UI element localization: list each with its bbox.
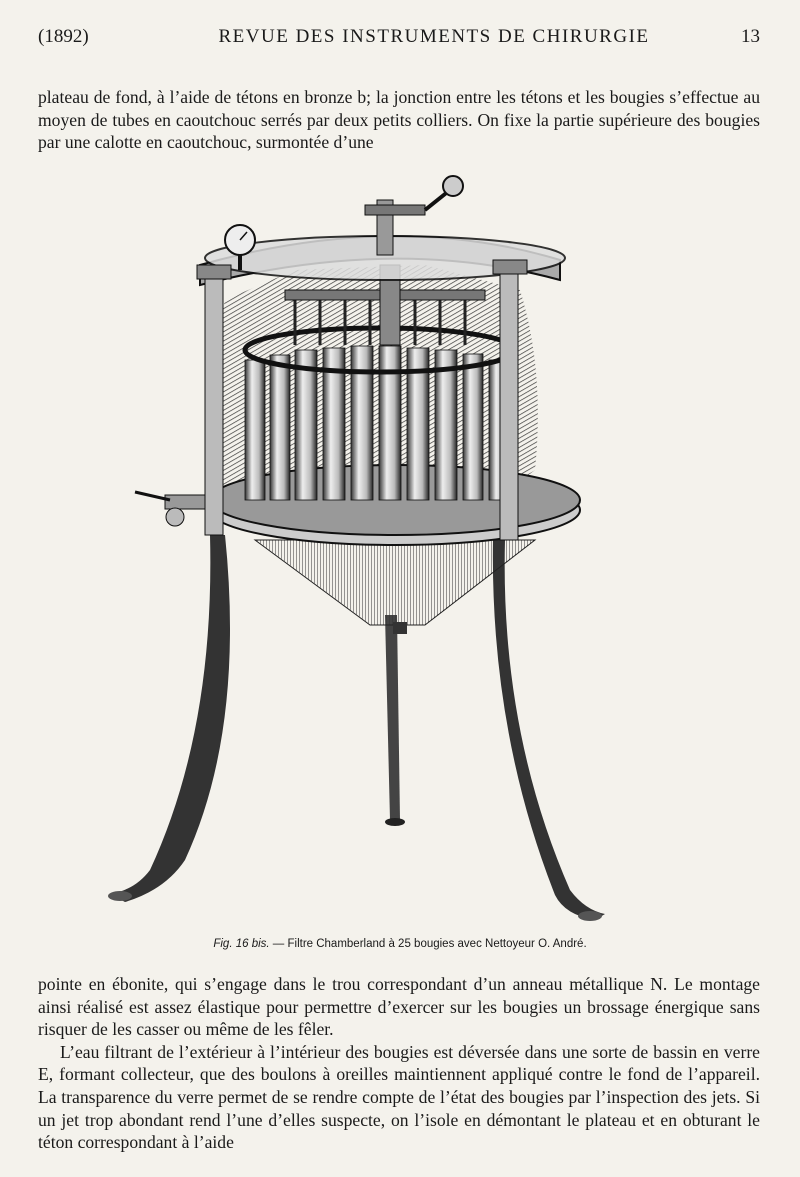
header-year: (1892) xyxy=(38,26,89,47)
page-number: 13 xyxy=(741,26,760,47)
top-paragraph: plateau de fond, à l’aide de tétons en bronze b; la jonction entre les tétons et les bougies s’effectue au moyen de tubes en caoutchouc serrés par deux petits colliers. On fixe la partie supérieure des bougies par une calotte en caoutchouc, surmontée d’une xyxy=(38,87,760,153)
figure-label: Fig. 16 bis. xyxy=(213,938,270,950)
filter-engraving-illustration xyxy=(95,170,615,930)
paragraph: pointe en ébonite, qui s’engage dans le trou correspondant d’un anneau métallique N. Le montage ainsi réalisé est assez élastique pour permettre d’exercer sur les bougies un brossage énergique sans risquer de les casser ou même de les fêler. xyxy=(38,974,760,1040)
paragraph: L’eau filtrant de l’extérieur à l’intérieur des bougies est déversée dans une sorte de bassin en verre E, formant collecteur, que des boulons à oreilles maintiennent appliqué contre le fond de l’appareil. La transparence du verre permet de se rendre compte de l’état des bougies par l’inspection des jets. Si un jet trop abondant rend l’une d’elles suspecte, on l’isole en démontant le plateau et en obturant le téton correspondant à l’aide xyxy=(38,1041,760,1153)
top-paragraph-block xyxy=(38,86,760,154)
figure-caption-text: — Filtre Chamberland à 25 bougies avec Nettoyeur O. André. xyxy=(269,938,587,950)
bottom-paragraph-block xyxy=(38,973,760,1154)
figure-caption xyxy=(0,938,800,950)
journal-title: REVUE DES INSTRUMENTS DE CHIRURGIE xyxy=(218,26,650,47)
running-header xyxy=(38,26,760,56)
